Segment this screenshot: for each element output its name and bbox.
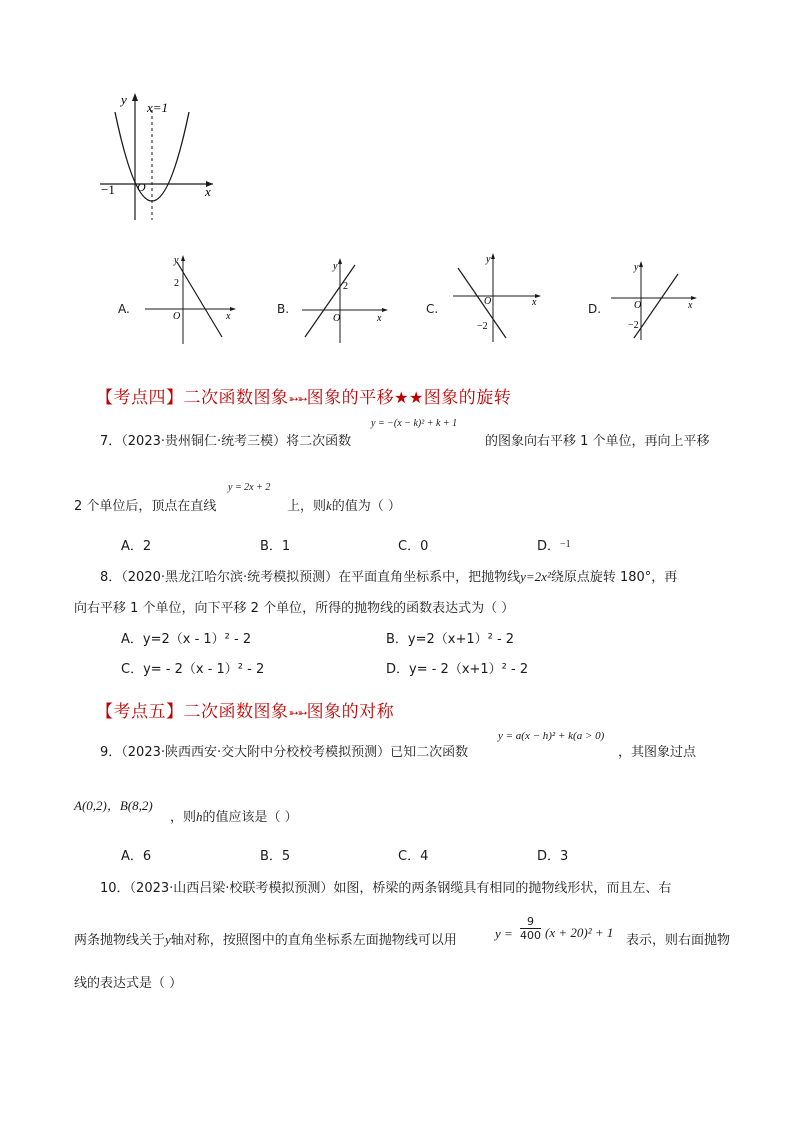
svg-text:y: y (174, 255, 179, 266)
q9-option-b[interactable]: B．5 (260, 849, 291, 864)
double-arrow-icon: ➳➳ (288, 392, 307, 406)
q9-points: A(0,2)，B(8,2) (74, 798, 153, 813)
question-8-line1: 8．（2020·黑龙江哈尔滨·统考模拟预测）在平面直角坐标系中，把抛物线y=2x²绕原点旋转 180°，再 (100, 569, 678, 585)
option-c-graph[interactable] (448, 250, 548, 345)
section-heading-5: 【考点五】二次函数图象➳➳图象的对称 (96, 702, 395, 722)
stars-icon: ★★ (394, 388, 424, 407)
svg-text:O: O (173, 311, 181, 322)
svg-text:2: 2 (343, 281, 348, 292)
q7-option-c[interactable]: C．0 (398, 539, 429, 554)
svg-text:y: y (634, 262, 639, 273)
q8-option-a[interactable]: A．y=2（x - 1）² - 2 (121, 632, 252, 647)
q10-fraction: $\frac{9}{400}$ (520, 915, 541, 942)
question-7-line1-suffix: 的图象向右平移 1 个单位，再向上平移 (485, 434, 710, 449)
q8-option-b[interactable]: B．y=2（x+1）² - 2 (386, 632, 515, 647)
question-9-line2: ，则h的值应该是（ ） (170, 809, 298, 825)
question-10-line1: 10．（2023·山西吕梁·校联考模拟预测）如图，桥梁的两条钢缆具有相同的抛物线形状，而且左、右 (100, 881, 672, 896)
svg-text:O: O (634, 300, 642, 311)
q9-option-c[interactable]: C．4 (398, 849, 429, 864)
svg-text:−2: −2 (477, 321, 488, 332)
question-8-line2: 向右平移 1 个单位，向下平移 2 个单位，所得的抛物线的函数表达式为（ ） (74, 601, 515, 616)
question-7-line2a: 2 个单位后，顶点在直线 (74, 499, 217, 514)
q7-option-b[interactable]: B．1 (260, 539, 291, 554)
parabola-curve (115, 112, 189, 201)
option-a-letter: A. (118, 302, 130, 316)
svg-text:x: x (532, 297, 537, 308)
q10-y-eq: y = (495, 926, 513, 941)
minus-one-label: −1 (101, 182, 115, 197)
axis-line-label: x=1 (147, 100, 169, 115)
svg-text:x: x (226, 311, 231, 322)
y-label: y (121, 92, 127, 107)
question-10-line3: 线的表达式是（ ） (74, 976, 183, 991)
option-a-graph[interactable] (140, 252, 240, 347)
svg-text:O: O (484, 296, 492, 307)
q8-option-c[interactable]: C．y= - 2（x - 1）² - 2 (121, 662, 265, 677)
svg-text:y: y (486, 254, 491, 265)
q9-option-d[interactable]: D．3 (537, 849, 569, 864)
q10-formula-rest: (x + 20)² + 1 (545, 925, 614, 940)
q8-option-d[interactable]: D．y= - 2（x+1）² - 2 (386, 662, 529, 677)
x-label: x (205, 184, 211, 199)
option-b-graph[interactable] (297, 255, 392, 345)
svg-text:2: 2 (174, 278, 179, 289)
svg-text:O: O (333, 313, 341, 324)
q7-option-a[interactable]: A．2 (121, 539, 152, 554)
q9-option-a[interactable]: A．6 (121, 849, 152, 864)
y-axis-arrow (132, 93, 138, 101)
question-10-line2-suffix: 表示，则右面抛物 (626, 933, 731, 948)
option-d-letter: D. (588, 302, 602, 316)
double-arrow-icon: ➳➳ (288, 706, 307, 720)
q7-option-d[interactable]: D．$^{-1}$ (537, 539, 571, 554)
option-c-letter: C. (426, 302, 439, 316)
svg-text:x: x (688, 300, 693, 311)
option-b-letter: B. (277, 302, 290, 316)
question-7-line2b: 上，则k的值为（ ） (287, 498, 401, 514)
question-10-line2: 两条抛物线关于y轴对称，按照图中的直角坐标系左面抛物线可以用 (74, 932, 457, 948)
main-parabola-graph (95, 90, 225, 225)
question-7-line1: 7．（2023·贵州铜仁·统考三模）将二次函数 (100, 434, 352, 449)
section-heading-4: 【考点四】二次函数图象➳➳图象的平移★★图象的旋转 (96, 388, 512, 408)
option-d-graph[interactable] (606, 258, 701, 343)
q9-formula: y = a(x − h)² + k(a > 0) (498, 730, 605, 742)
q7-formula: y = −(x − k)² + k + 1 (371, 418, 458, 429)
question-9-line1-suffix: ，其图象过点 (618, 745, 697, 760)
svg-text:x: x (377, 313, 382, 324)
svg-text:y: y (333, 261, 338, 272)
q7-line-formula: y = 2x + 2 (228, 482, 271, 493)
svg-text:−2: −2 (628, 320, 639, 331)
question-9-line1: 9．（2023·陕西西安·交大附中分校校考模拟预测）已知二次函数 (100, 745, 469, 760)
origin-label: O (137, 180, 146, 194)
